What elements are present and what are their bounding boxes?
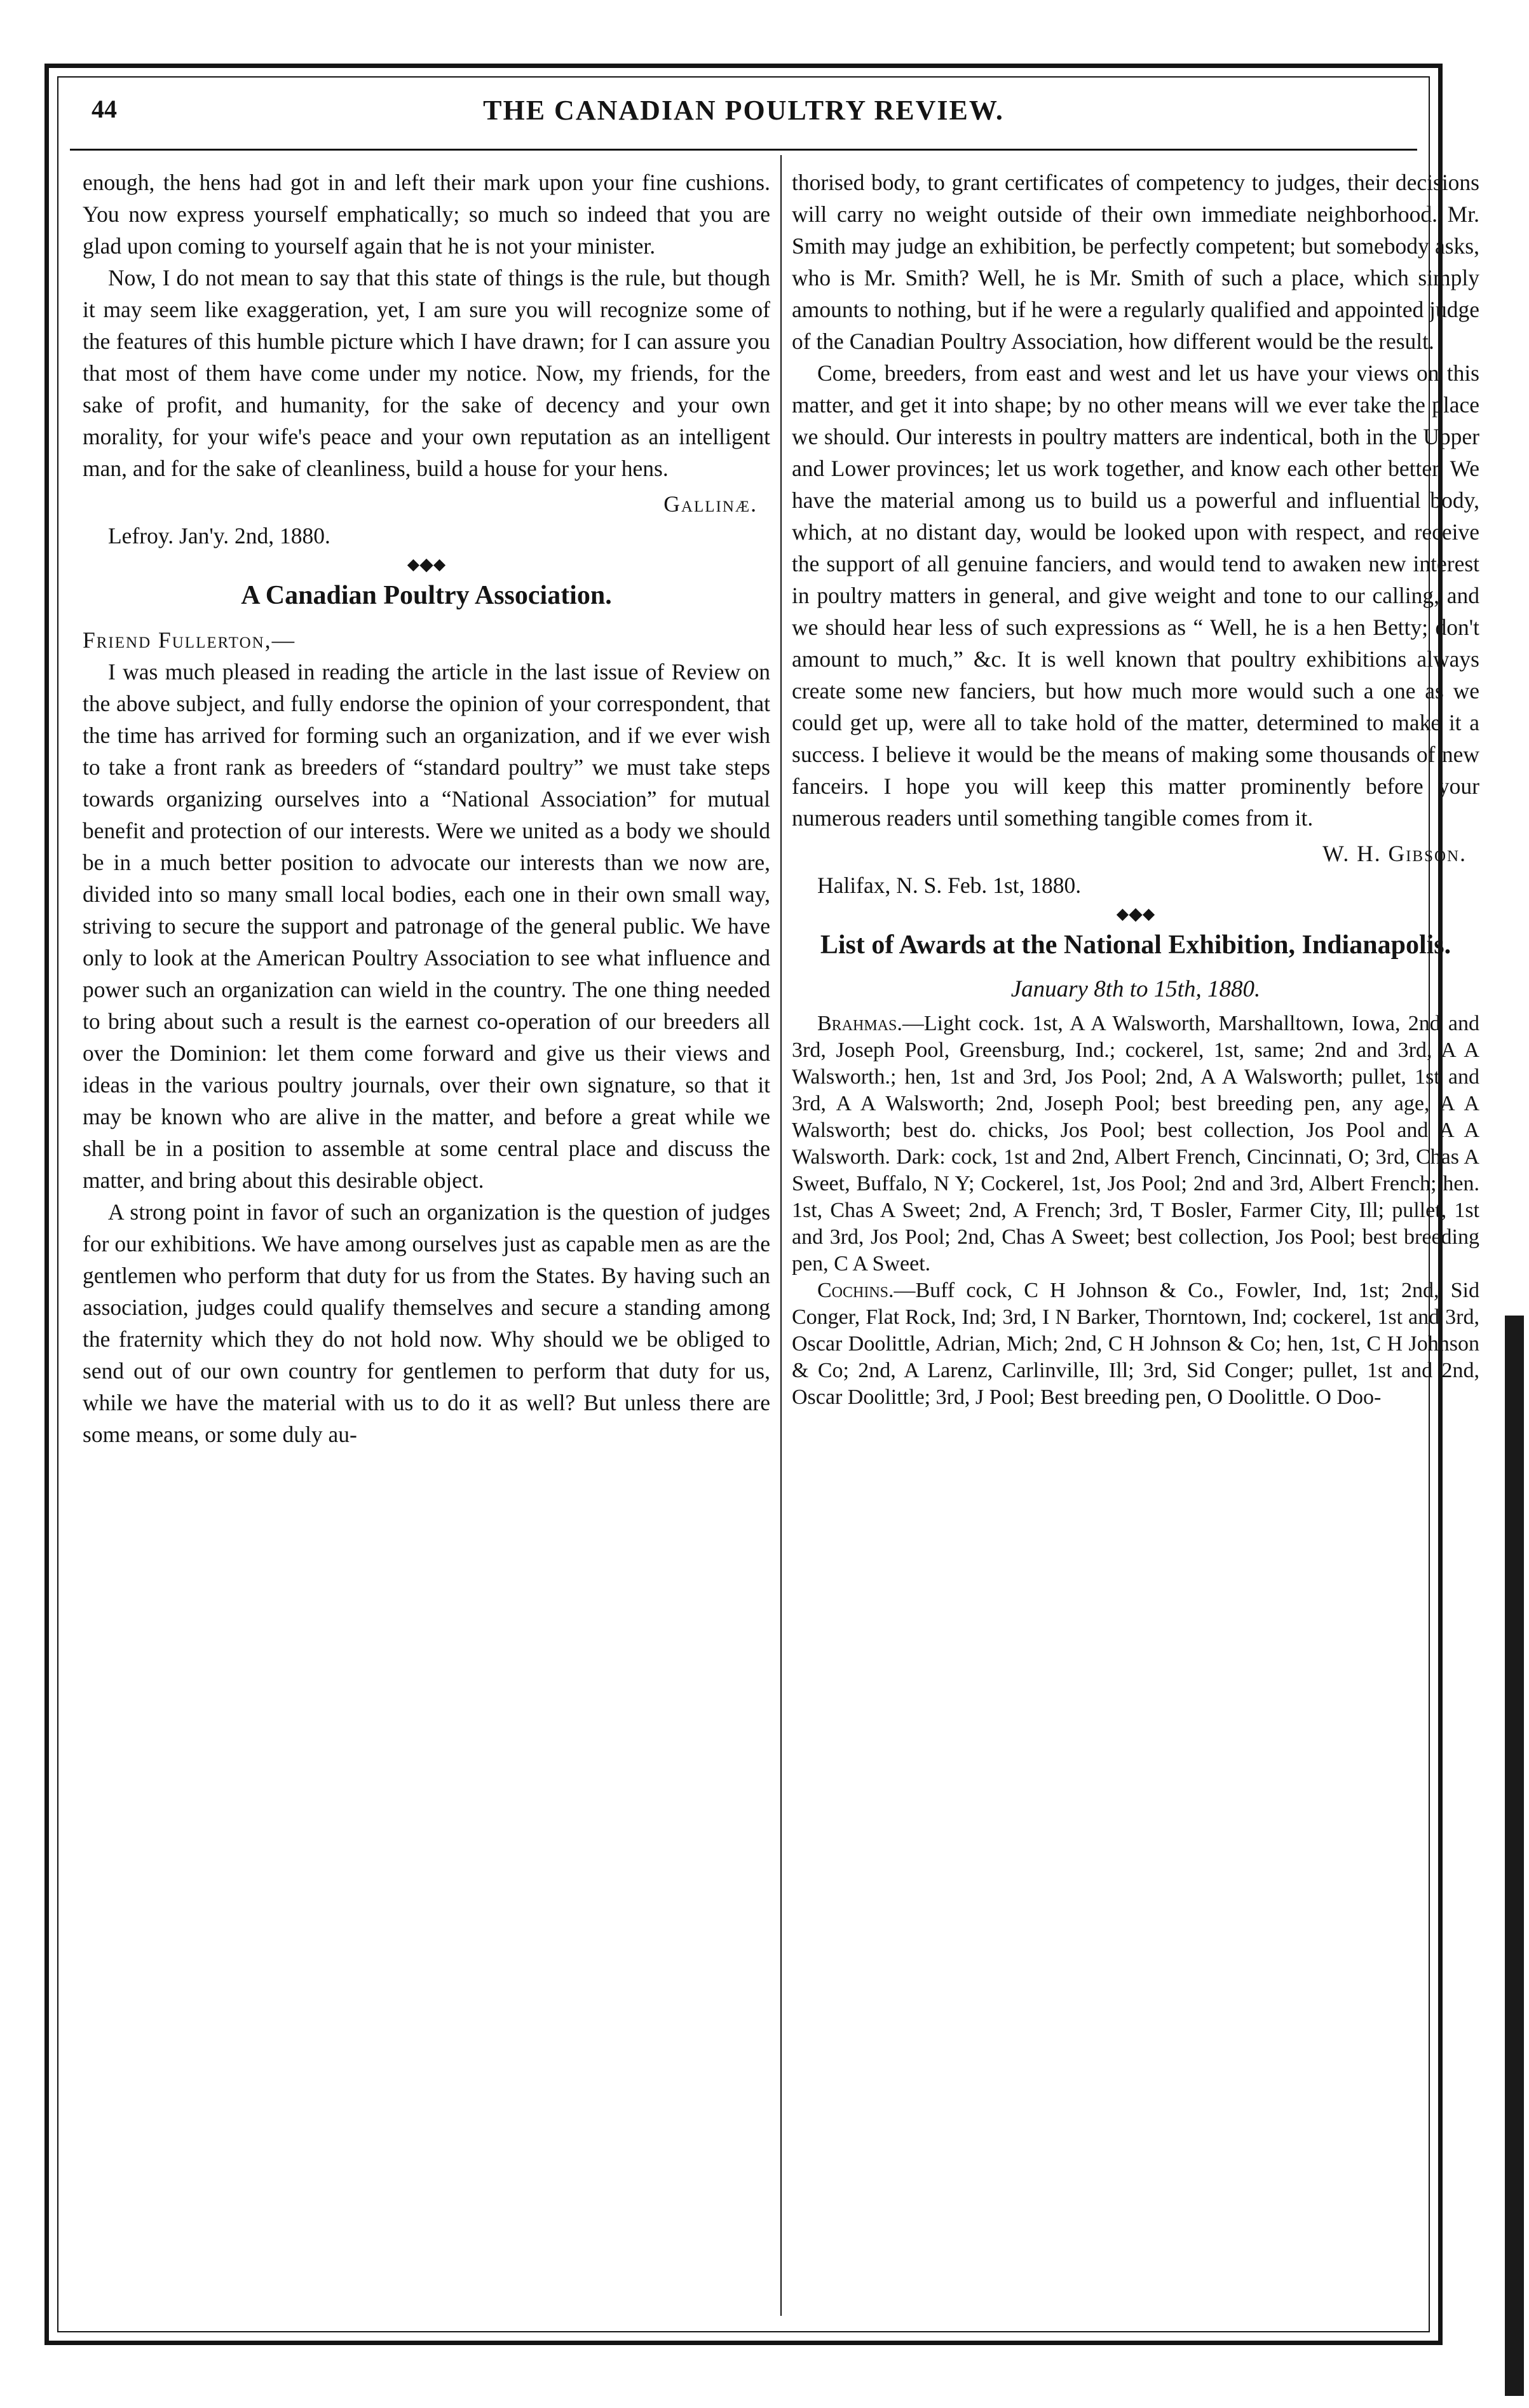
- article-title: A Canadian Poultry Association.: [241, 581, 612, 610]
- section-divider: ⬥◆⬥: [407, 555, 446, 575]
- right-column: [792, 167, 1479, 1411]
- dateline: Lefroy. Jan'y. 2nd, 1880.: [108, 523, 330, 548]
- paragraph: I was much pleased in reading the article in the last issue of Review on the above subject, and fully endorse the opinion of your correspondent, that the time has arrived for forming such an organization, and if we ever wish to take a front rank as breeders of “standard poultry” we must take steps towards organizing ourselves into a “National Association” for mutual benefit and protection of our interests. Were we united as a body we should be in a much better position to advocate our interests than we now are, divided into so many small local bodies, each one in their own small way, striving to secure the support and patronage of the general public. We have only to look at the American Poultry Association to see what influence and power such an organization can wield in the country. The one thing needed to bring about such a result is the earnest co-operation of our breeders all over the Dominion: let them come forward and give us their views and ideas in the various poultry journals, over their own signature, so that it may be known who are alive in the matter, and before a great while we shall be in a position to assemble at some central place and discuss the matter, and bring about this desirable object.: [83, 659, 770, 1193]
- binding-edge: [1505, 1316, 1524, 2396]
- signature: W. H. Gibson.: [1322, 841, 1467, 866]
- header-rule: [70, 149, 1417, 151]
- paragraph: Come, breeders, from east and west and let us have your views on this matter, and get it into shape; by no other means will we ever take the place we should. Our interests in poultry matters are indentical, both in the Upper and Lower provinces; let us work together, and know each other better. We have the material among us to build us a powerful and influential body, which, at no distant day, would be looked upon with respect, and receive the support of all genuine fanciers, and would tend to awaken new interest in poultry matters in general, and give weight and tone to our calling, and we should hear less of such expressions as “ Well, he is a hen Betty; don't amount to much,” &c. It is well known that poultry exhibitions always create some new fanciers, but how much more would such a one as we could get up, were all to take hold of the matter, determined to make it a success. I believe it would be the means of making some thousands of new fanceirs. I hope you will keep this matter prominently before your numerous readers until something tangible comes from it.: [792, 360, 1479, 831]
- awards-text: —Light cock. 1st, A A Walsworth, Marshalltown, Iowa, 2nd and 3rd, Joseph Pool, Greensburg, Ind.; cockerel, 1st, same; 2nd and 3rd, A A Walsworth.; hen, 1st and 3rd, Jos Pool; 2nd, A A Walsworth; pullet, 1st and 3rd, A A Walsworth; 2nd, Joseph Pool; best breeding pen, any age, A A Walsworth; best do. chicks, Jos Pool; best collection, Jos Pool and A A Walsworth. Dark: cock, 1st and 2nd, Albert French, Cincinnati, O; 3rd, Chas A Sweet, Buffalo, N Y; Cockerel, 1st, Jos Pool; 2nd and 3rd, Albert French; hen. 1st, Chas A Sweet; 2nd, A French; 3rd, T Bosler, Farmer City, Ill; pullet, 1st and 3rd, Jos Pool; 2nd, Chas A Sweet; best collection, Jos Pool; best breeding pen, C A Sweet.: [792, 1012, 1479, 1275]
- breed-label: Cochins.: [817, 1279, 894, 1302]
- section-divider: ⬥◆⬥: [1116, 904, 1155, 924]
- awards-dates: January 8th to 15th, 1880.: [1010, 976, 1261, 1002]
- paragraph: A strong point in favor of such an organization is the question of judges for our exhibitions. We have among ourselves just as capable men as are the gentlemen who perform that duty for us from the States. By having such an association, judges could qualify themselves and secure a standing among the fraternity which they do not hold now. Why should we be obliged to send out of our own country for gentlemen to perform that duty for us, while we have the material with us to do it as well? But unless there are some means, or some duly au-: [83, 1199, 770, 1447]
- page-header: [70, 94, 1417, 139]
- awards-text: —Buff cock, C H Johnson & Co., Fowler, Ind, 1st; 2nd, Sid Conger, Flat Rock, Ind; 3rd, I N Barker, Thorntown, Ind; cockerel, 1st and 3rd, Oscar Doolittle, Adrian, Mich; 2nd, C H Johnson & Co; hen, 1st, C H Johnson & Co; 2nd, A Larenz, Carlinville, Ill; 3rd, Sid Conger; pullet, 1st and 2nd, Oscar Doolittle; 3rd, J Pool; Best breeding pen, O Doolittle. O Doo-: [792, 1279, 1479, 1409]
- awards-list: [792, 1010, 1479, 1411]
- paragraph: enough, the hens had got in and left their mark upon your fine cushions. You now express yourself emphatically; so much so indeed that you are glad upon coming to yourself again that he is not your minister.: [83, 170, 770, 259]
- salutation: Friend Fullerton,—: [83, 627, 296, 653]
- dateline: Halifax, N. S. Feb. 1st, 1880.: [817, 873, 1082, 898]
- awards-list-title: List of Awards at the National Exhibition, Indianapolis.: [820, 930, 1451, 960]
- paragraph: Now, I do not mean to say that this state of things is the rule, but though it may seem like exaggeration, yet, I am sure you will recognize some of the features of this humble picture which I have drawn; for I can assure you that most of them have come under my notice. Now, my friends, for the sake of profit, and humanity, for the sake of decency and your own morality, for your wife's peace and your own reputation as an intelligent man, and for the sake of cleanliness, build a house for your hens.: [83, 265, 770, 481]
- journal-title: THE CANADIAN POULTRY REVIEW.: [483, 95, 1004, 126]
- awards-entry-cochins: [792, 1277, 1479, 1411]
- breed-label: Brahmas.: [817, 1012, 902, 1035]
- column-divider: [780, 155, 782, 2316]
- page-number: 44: [92, 95, 117, 123]
- awards-entry-brahmas: [792, 1010, 1479, 1277]
- paragraph: thorised body, to grant certificates of competency to judges, their decisions will carry no weight outside of their own immediate neighborhood. Mr. Smith may judge an exhibition, be perfectly competent; but somebody asks, who is Mr. Smith? Well, he is Mr. Smith of such a place, which simply amounts to nothing, but if he were a regularly qualified and appointed judge of the Canadian Poultry Association, how different would be the result.: [792, 170, 1479, 354]
- left-column: [83, 167, 770, 1450]
- signature: Gallinæ.: [663, 491, 758, 517]
